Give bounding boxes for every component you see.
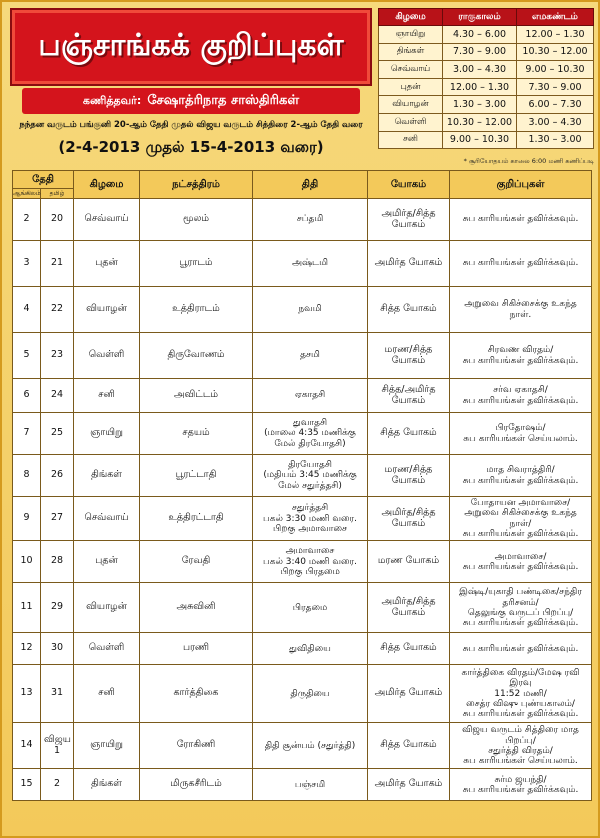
rahu-day-cell: புதன் [379,78,443,96]
rahu-kalam-table [378,8,594,149]
page-title: பஞ்சாங்கக் குறிப்புகள் [38,27,344,63]
thithi-cell: சப்தமி [253,199,368,241]
yogam-cell: மரண/சித்த யோகம் [368,455,450,497]
yogam-cell: மரண/சித்த யோகம் [368,333,450,379]
emagandam-time-cell: 6.00 – 7.30 [517,96,594,114]
table-row [13,287,592,333]
rahu-row [379,113,594,131]
emagandam-time-cell: 7.30 – 9.00 [517,78,594,96]
rahu-row [379,61,594,79]
yogam-cell: மரண யோகம் [368,541,450,583]
thithi-cell: சதுர்த்தசி பகல் 3:30 மணி வரை. பிறகு அமாவாசை [253,497,368,541]
title-banner [10,8,372,86]
yogam-cell: அமிர்த யோகம் [368,665,450,723]
tamil-date-cell: 23 [41,333,74,379]
notes-cell: சுப காரியங்கள் தவிர்க்கவும். [450,199,592,241]
notes-cell: போதாயன அமாவாசை/ அறுவை சிகிச்சைக்கு உகந்த நாள்/ சுப காரியங்கள் தவிர்க்கவும். [450,497,592,541]
day-cell: வெள்ளி [74,633,140,665]
table-row [13,769,592,801]
english-date-cell: 12 [13,633,41,665]
tamil-date-cell: 21 [41,241,74,287]
english-date-cell: 9 [13,497,41,541]
rahu-day-cell: ஞாயிறு [379,26,443,44]
yogam-cell: அமிர்த யோகம் [368,241,450,287]
english-date-subheader: ஆங்கிலம் [13,189,41,197]
rahu-row [379,43,594,61]
star-header: நட்சத்திரம் [140,171,253,199]
english-date-cell: 7 [13,413,41,455]
day-cell: சனி [74,665,140,723]
table-row [13,541,592,583]
thithi-cell: நவமி [253,287,368,333]
table-row [13,413,592,455]
day-cell: சனி [74,379,140,413]
english-date-cell: 8 [13,455,41,497]
star-cell: கார்த்திகை [140,665,253,723]
table-row [13,333,592,379]
rahu-header-rahu: ராகுகாலம் [443,9,517,26]
tamil-date-cell: 25 [41,413,74,455]
star-cell: பூரட்டாதி [140,455,253,497]
thithi-cell: திருதியை [253,665,368,723]
english-date-cell: 11 [13,583,41,633]
star-cell: பூராடம் [140,241,253,287]
yogam-cell: அமிர்த/சித்த யோகம் [368,199,450,241]
emagandam-time-cell: 1.30 – 3.00 [517,131,594,149]
table-row [13,583,592,633]
rahu-time-cell: 10.30 – 12.00 [443,113,517,131]
thithi-cell: தசமி [253,333,368,379]
star-cell: அவிட்டம் [140,379,253,413]
star-cell: அசுவினி [140,583,253,633]
thithi-cell: பிரதமை [253,583,368,633]
star-cell: திருவோணம் [140,333,253,379]
thithi-cell: ஏகாதசி [253,379,368,413]
notes-cell: சுப காரியங்கள் தவிர்க்கவும். [450,633,592,665]
thithi-cell: துவிதியை [253,633,368,665]
main-header-row [13,171,592,189]
rahu-day-cell: வியாழன் [379,96,443,114]
rahu-row [379,131,594,149]
rahu-time-cell: 12.00 – 1.30 [443,78,517,96]
tamil-date-cell: 29 [41,583,74,633]
date-range: (2-4-2013 முதல் 15-4-2013 வரை) [58,138,324,156]
yogam-cell: அமிர்த/சித்த யோகம் [368,583,450,633]
author-label: கணித்தவர்: [82,93,142,107]
day-cell: செவ்வாய் [74,497,140,541]
rahu-time-cell: 3.00 – 4.30 [443,61,517,79]
day-cell: புதன் [74,241,140,287]
notes-cell: அமாவாசை/ சுப காரியங்கள் தவிர்க்கவும். [450,541,592,583]
tamil-date-cell: 26 [41,455,74,497]
header [10,8,372,162]
tamil-date-cell: 31 [41,665,74,723]
thithi-cell: பஞ்சமி [253,769,368,801]
notes-cell: சர்வ ஏகாதசி/ சுப காரியங்கள் தவிர்க்கவும். [450,379,592,413]
rahu-day-cell: சனி [379,131,443,149]
english-date-cell: 5 [13,333,41,379]
author-name: சேஷாத்ரிநாத சாஸ்திரிகள் [147,93,300,108]
notes-cell: பிரதோஷம்/ சுப காரியங்கள் செய்யலாம். [450,413,592,455]
notes-cell: மாத சிவராத்திரி/ சுப காரியங்கள் தவிர்க்கவும். [450,455,592,497]
emagandam-time-cell: 3.00 – 4.30 [517,113,594,131]
table-row [13,665,592,723]
table-row [13,241,592,287]
rahu-row [379,78,594,96]
notes-header: குறிப்புகள் [450,171,592,199]
thithi-cell: அஷ்டமி [253,241,368,287]
table-row [13,723,592,769]
star-cell: ரேவதி [140,541,253,583]
star-cell: மூலம் [140,199,253,241]
rahu-row [379,96,594,114]
rahu-header-day: கிழமை [379,9,443,26]
thithi-cell: திதி சூன்யம் (சதுர்த்தி) [253,723,368,769]
tamil-date-cell: 22 [41,287,74,333]
tamil-date-cell: 24 [41,379,74,413]
notes-cell: இஷ்டி/யுகாதி பண்டிகை/சந்திர தரிசனம்/ தெலுங்கு வருடப் பிறப்பு/ சுப காரியங்கள் தவிர்க்கவும். [450,583,592,633]
thithi-cell: அமாவாசை பகல் 3:40 மணி வரை. பிறகு பிரதமை [253,541,368,583]
tamil-date-cell: 2 [41,769,74,801]
star-cell: ரோகிணி [140,723,253,769]
notes-cell: சிரவண விரதம்/ சுப காரியங்கள் தவிர்க்கவும். [450,333,592,379]
day-cell: வெள்ளி [74,333,140,379]
day-cell: திங்கள் [74,769,140,801]
yogam-cell: சித்த யோகம் [368,723,450,769]
day-cell: வியாழன் [74,583,140,633]
table-row [13,633,592,665]
tamil-date-cell: 30 [41,633,74,665]
table-row [13,379,592,413]
table-row [13,199,592,241]
star-cell: பரணி [140,633,253,665]
english-date-cell: 2 [13,199,41,241]
day-cell: திங்கள் [74,455,140,497]
yogam-cell: அமிர்த/சித்த யோகம் [368,497,450,541]
author-banner [22,88,360,114]
star-cell: சதயம் [140,413,253,455]
day-cell: செவ்வாய் [74,199,140,241]
yogam-header: யோகம் [368,171,450,199]
thithi-cell: துவாதசி (மாலை 4:35 மணிக்கு மேல் திரயோதசி) [253,413,368,455]
yogam-cell: சித்த/அமிர்த யோகம் [368,379,450,413]
tamil-date-subheader: தமிழ் [41,189,74,199]
tamil-date-cell: விஜய 1 [41,723,74,769]
rahu-day-cell: திங்கள் [379,43,443,61]
english-date-cell: 13 [13,665,41,723]
emagandam-time-cell: 10.30 – 12.00 [517,43,594,61]
table-row [13,455,592,497]
day-cell: புதன் [74,541,140,583]
yogam-cell: சித்த யோகம் [368,413,450,455]
english-date-cell: 15 [13,769,41,801]
tamil-date-cell: 27 [41,497,74,541]
yogam-cell: சித்த யோகம் [368,633,450,665]
notes-cell: விஜய வருடம் சித்திரை மாத பிறப்பு/ சதுர்த்தி விரதம்/ சுப காரியங்கள் செய்யலாம். [450,723,592,769]
rahu-time-cell: 9.00 – 10.30 [443,131,517,149]
english-date-cell: 3 [13,241,41,287]
rahu-day-cell: செவ்வாய் [379,61,443,79]
yogam-cell: சித்த யோகம் [368,287,450,333]
emagandam-time-cell: 12.00 – 1.30 [517,26,594,44]
english-date-cell: 4 [13,287,41,333]
notes-cell: அறுவை சிகிச்சைக்கு உகந்த நாள். [450,287,592,333]
english-date-cell: 14 [13,723,41,769]
day-cell: வியாழன் [74,287,140,333]
date-header: தேதி [13,171,74,189]
star-cell: மிருகசீரிடம் [140,769,253,801]
day-header: கிழமை [74,171,140,199]
day-cell: ஞாயிறு [74,413,140,455]
rahu-time-cell: 1.30 – 3.00 [443,96,517,114]
emagandam-time-cell: 9.00 – 10.30 [517,61,594,79]
english-date-cell: 10 [13,541,41,583]
notes-cell: கார்த்திகை விரதம்/மேஷ ரவி இரவு 11:52 மணி/ சைத்ர விஷு புண்யகாலம்/ சுப காரியங்கள் தவிர்க்கவும். [450,665,592,723]
thithi-header: திதி [253,171,368,199]
notes-cell: சுர்ம ஜயந்தி/ சுப காரியங்கள் தவிர்க்கவும். [450,769,592,801]
rahu-day-cell: வெள்ளி [379,113,443,131]
tamil-date-cell: 28 [41,541,74,583]
yogam-cell: அமிர்த யோகம் [368,769,450,801]
thithi-cell: திரயோதசி (மதியம் 3:45 மணிக்கு மேல் சதுர்த்தசி) [253,455,368,497]
panchangam-table [12,170,592,801]
day-cell: ஞாயிறு [74,723,140,769]
star-cell: உத்திராடம் [140,287,253,333]
rahu-header-row [379,9,594,26]
star-cell: உத்திரட்டாதி [140,497,253,541]
rahu-time-cell: 7.30 – 9.00 [443,43,517,61]
tamil-date-cell: 20 [41,199,74,241]
sunrise-note: * சூரியோதயம் காலை 6:00 மணி கணிப்படி [463,157,594,165]
rahu-time-cell: 4.30 – 6.00 [443,26,517,44]
period-text: நந்தன வருடம் பங்குனி 20-ஆம் தேதி முதல் விஜய வருடம் சித்திரை 2-ஆம் தேதி வரை [19,120,363,130]
notes-cell: சுப காரியங்கள் தவிர்க்கவும். [450,241,592,287]
english-date-cell: 6 [13,379,41,413]
rahu-row [379,26,594,44]
table-row [13,497,592,541]
rahu-header-emagandam: எமகண்டம் [517,9,594,26]
